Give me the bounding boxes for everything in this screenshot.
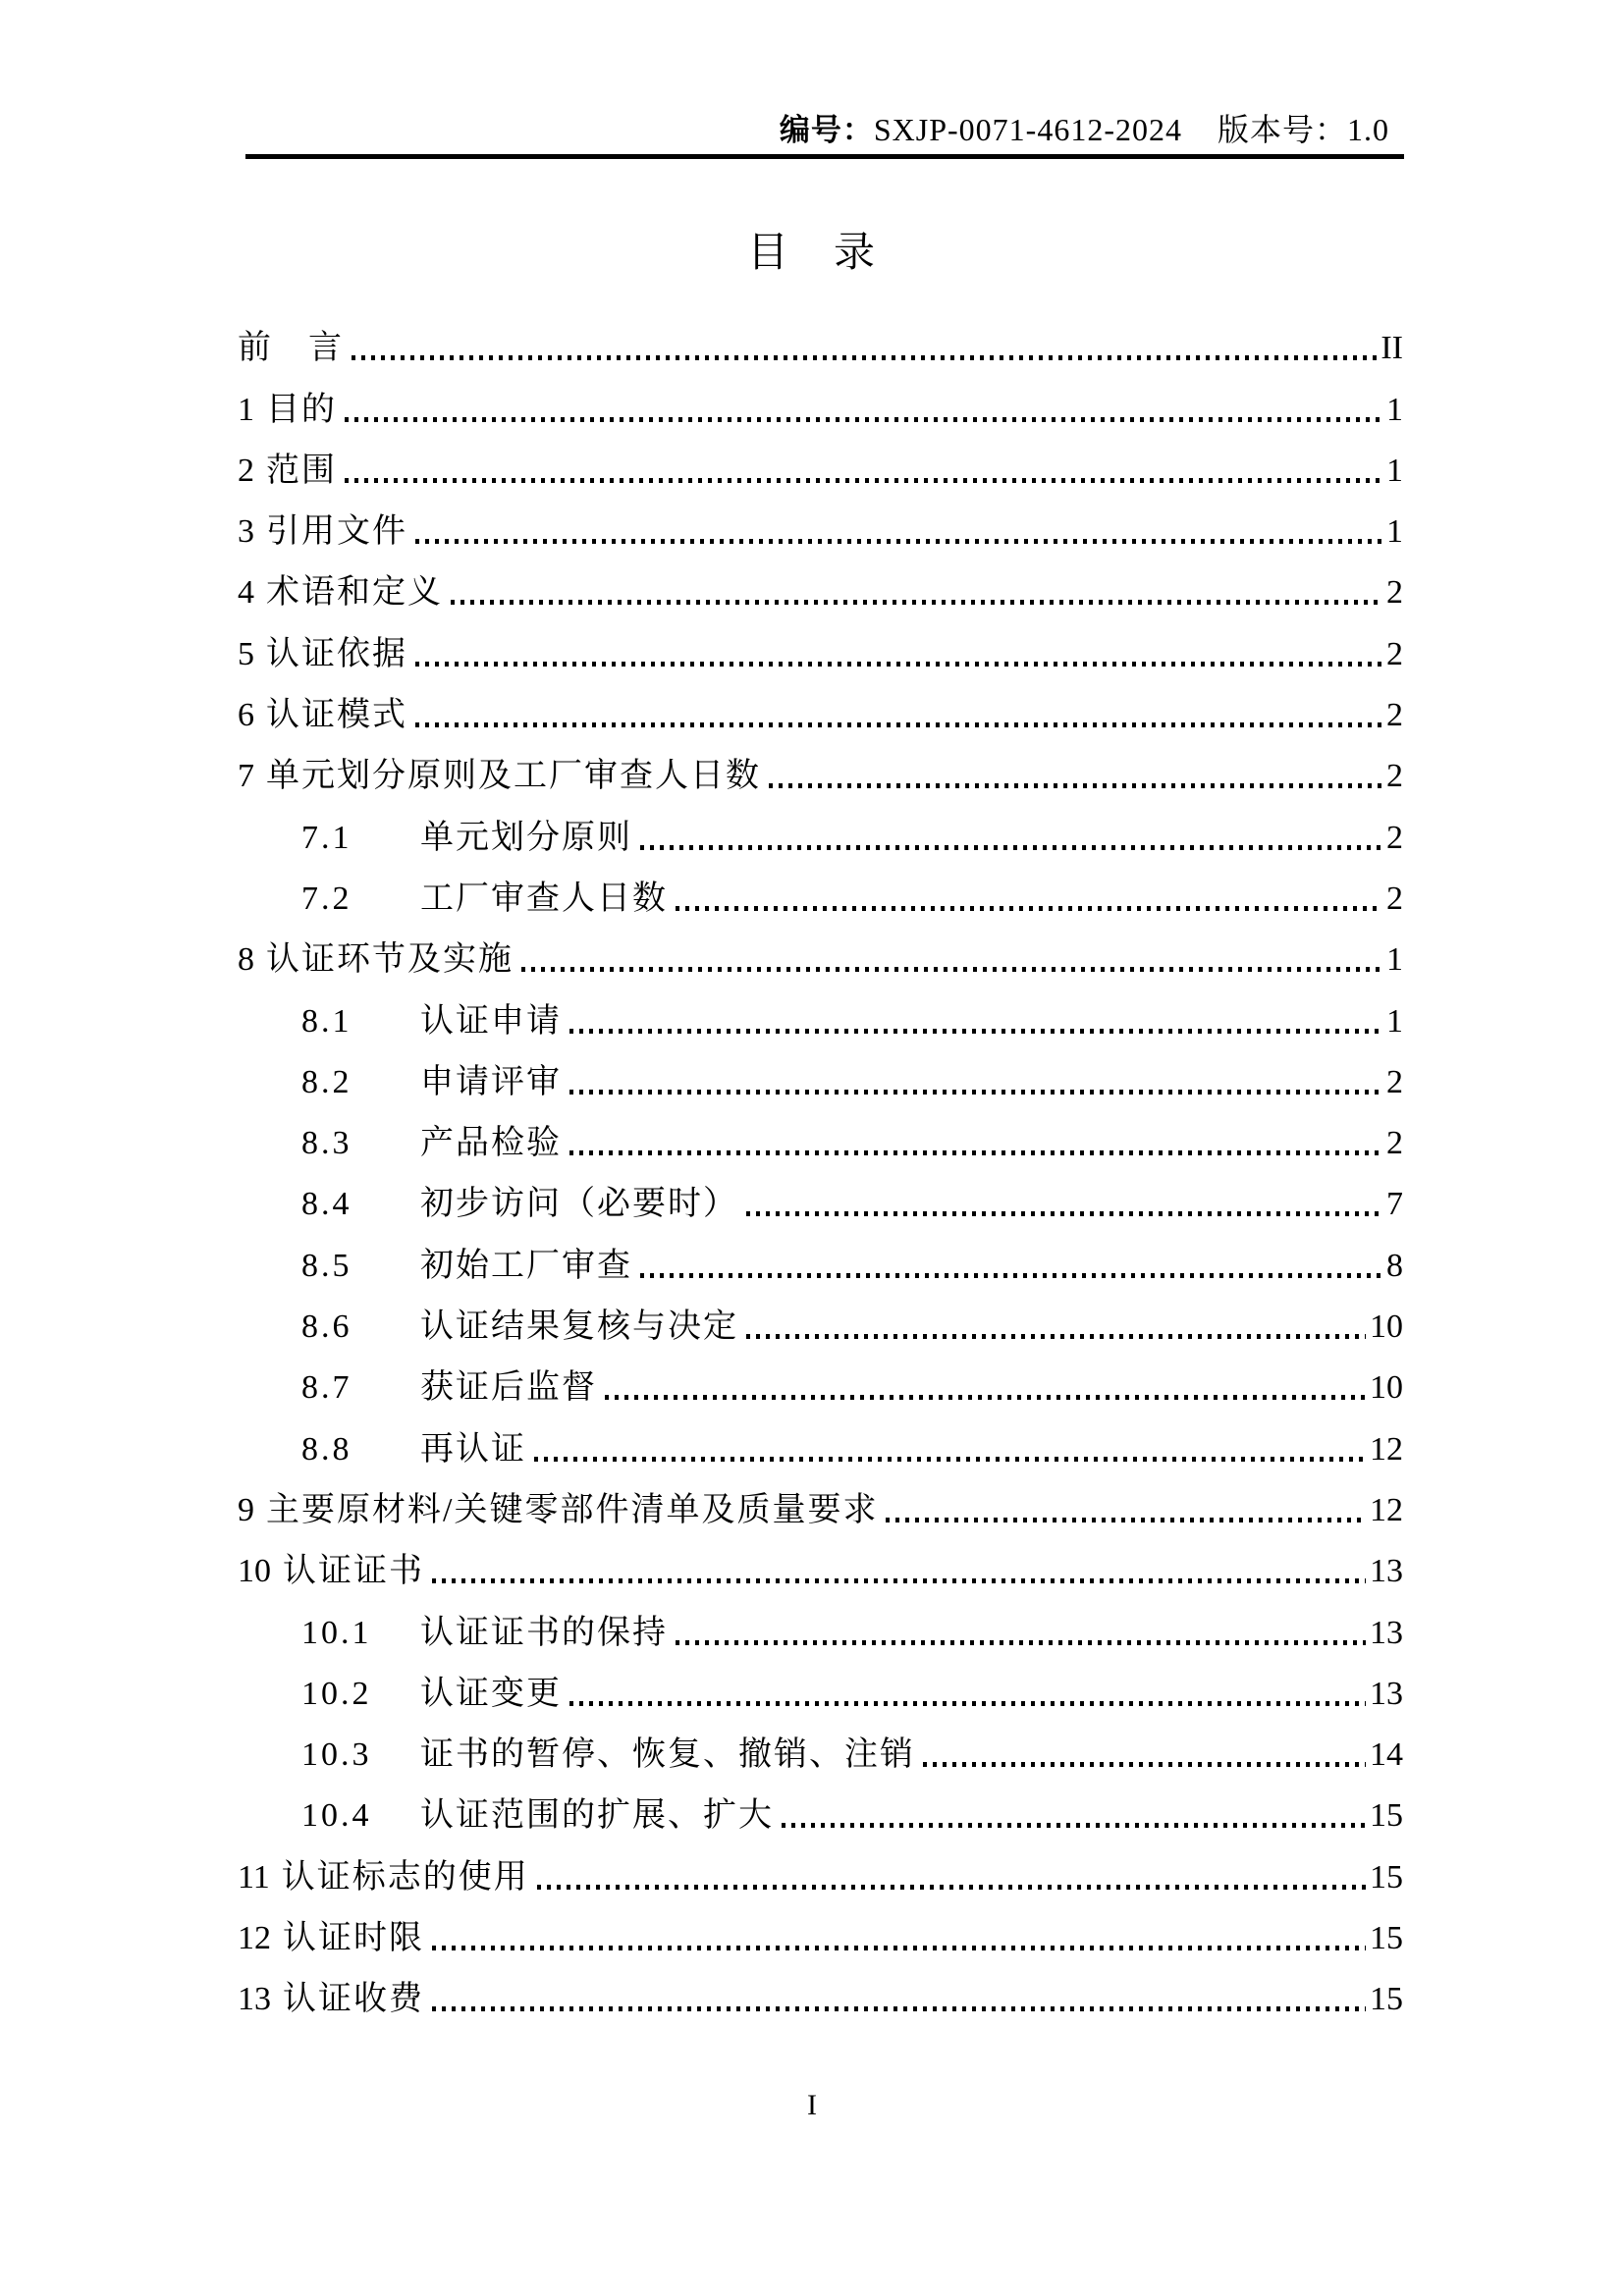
toc-entry bbox=[238, 1295, 1403, 1356]
footer-page-number: I bbox=[807, 2089, 817, 2121]
toc-leader-dots bbox=[569, 1150, 1382, 1155]
toc-entry-title: 主要原材料/关键零部件清单及质量要求 bbox=[266, 1491, 879, 1528]
toc-entry-number: 10 bbox=[238, 1553, 271, 1590]
toc-page-number: 2 bbox=[1386, 635, 1403, 672]
toc-entry-number: 10.1 bbox=[301, 1614, 372, 1651]
toc-page-number: 2 bbox=[1386, 819, 1403, 856]
toc-leader-dots bbox=[537, 1885, 1366, 1890]
toc-leader-dots bbox=[569, 1029, 1382, 1034]
toc-entry-number: 8.2 bbox=[301, 1063, 352, 1100]
toc-entry bbox=[238, 744, 1403, 805]
toc-entry-number: 8.6 bbox=[301, 1308, 352, 1346]
toc-entry-title: 前 言 bbox=[238, 330, 344, 367]
toc-entry bbox=[238, 1784, 1403, 1844]
toc-entry bbox=[238, 1539, 1403, 1600]
toc-page-number: 2 bbox=[1386, 880, 1403, 917]
toc-entry-number: 7.1 bbox=[301, 819, 352, 856]
toc-leader-dots bbox=[746, 1334, 1366, 1339]
toc-entry-title: 认证模式 bbox=[266, 697, 407, 734]
toc-entry-number: 8.5 bbox=[301, 1247, 352, 1284]
toc-entry-number: 3 bbox=[238, 513, 254, 551]
toc-entry-number: 2 bbox=[238, 452, 254, 489]
toc-leader-dots bbox=[676, 1640, 1366, 1645]
toc-page-number: 2 bbox=[1386, 758, 1403, 795]
toc-leader-dots bbox=[432, 1946, 1366, 1950]
toc-entry-number: 8.7 bbox=[301, 1369, 352, 1407]
toc-entry-title: 工厂审查人日数 bbox=[420, 880, 668, 917]
toc-entry bbox=[238, 1416, 1403, 1477]
toc-entry bbox=[238, 1233, 1403, 1294]
toc-entry-number: 11 bbox=[238, 1858, 270, 1896]
toc-entry-title: 初步访问（必要时） bbox=[420, 1186, 738, 1223]
toc-page-number: 13 bbox=[1370, 1675, 1403, 1712]
document-title: 目 录 bbox=[746, 231, 877, 276]
version-label: 版本号： bbox=[1217, 112, 1347, 147]
toc-entry bbox=[238, 621, 1403, 682]
toc-page-number: 12 bbox=[1370, 1491, 1403, 1528]
toc-entry-number: 5 bbox=[238, 635, 254, 672]
toc-entry bbox=[238, 439, 1403, 500]
toc-page-number: 1 bbox=[1386, 1002, 1403, 1040]
toc-leader-dots bbox=[415, 662, 1382, 667]
toc-entry-title: 术语和定义 bbox=[266, 574, 443, 612]
toc-entry-number: 9 bbox=[238, 1491, 254, 1528]
toc-entry-title: 产品检验 bbox=[420, 1125, 562, 1162]
toc-page-number: 12 bbox=[1370, 1430, 1403, 1468]
toc-page-number: 8 bbox=[1386, 1247, 1403, 1284]
toc-entry-title: 申请评审 bbox=[420, 1063, 562, 1100]
toc-page-number: 15 bbox=[1370, 1981, 1403, 2018]
toc-entry-title: 认证范围的扩展、扩大 bbox=[420, 1797, 774, 1835]
toc-leader-dots bbox=[640, 1273, 1382, 1278]
toc-entry-number: 8.1 bbox=[301, 1002, 352, 1040]
toc-entry-title: 单元划分原则及工厂审查人日数 bbox=[266, 758, 761, 795]
toc-entry-number: 13 bbox=[238, 1981, 271, 2018]
toc-entry-title: 引用文件 bbox=[266, 513, 407, 551]
toc-entry bbox=[238, 500, 1403, 561]
toc-entry bbox=[238, 377, 1403, 438]
toc-entry bbox=[238, 988, 1403, 1049]
toc-entry bbox=[238, 805, 1403, 866]
toc-entry bbox=[238, 1172, 1403, 1233]
toc-leader-dots bbox=[432, 1578, 1366, 1583]
toc-leader-dots bbox=[569, 1701, 1366, 1706]
toc-entry bbox=[238, 316, 1403, 377]
toc-entry-number: 7 bbox=[238, 758, 254, 795]
toc-leader-dots bbox=[415, 722, 1382, 727]
toc-leader-dots bbox=[640, 845, 1382, 850]
toc-page-number: 1 bbox=[1386, 391, 1403, 428]
toc-leader-dots bbox=[451, 600, 1382, 605]
toc-entry bbox=[238, 1662, 1403, 1723]
toc-entry-title: 认证申请 bbox=[420, 1002, 562, 1040]
toc-page-number: II bbox=[1380, 330, 1403, 367]
toc-leader-dots bbox=[534, 1457, 1366, 1462]
toc-entry-number: 8.4 bbox=[301, 1186, 352, 1223]
toc-entry-number: 8.8 bbox=[301, 1430, 352, 1468]
toc-entry-number: 12 bbox=[238, 1920, 271, 1957]
toc-entry-title: 认证标志的使用 bbox=[281, 1858, 529, 1896]
toc-entry-title: 目的 bbox=[266, 391, 337, 428]
toc-entry bbox=[238, 1600, 1403, 1661]
toc-leader-dots bbox=[782, 1823, 1366, 1828]
toc-leader-dots bbox=[886, 1518, 1366, 1522]
toc-page-number: 14 bbox=[1370, 1736, 1403, 1774]
toc-entry-title: 单元划分原则 bbox=[420, 819, 632, 856]
toc-entry-title: 认证结果复核与决定 bbox=[420, 1308, 738, 1346]
toc-entry-number: 8.3 bbox=[301, 1125, 352, 1162]
toc-page-number: 1 bbox=[1386, 941, 1403, 979]
toc-entry bbox=[238, 1356, 1403, 1416]
toc-leader-dots bbox=[746, 1211, 1382, 1216]
toc-list bbox=[238, 316, 1403, 2028]
toc-entry bbox=[238, 1111, 1403, 1172]
toc-page-number: 15 bbox=[1370, 1858, 1403, 1896]
toc-leader-dots bbox=[432, 2006, 1366, 2011]
doc-number-value: SXJP-0071-4612-2024 bbox=[873, 112, 1182, 147]
header-rule bbox=[245, 154, 1404, 159]
toc-entry bbox=[238, 1967, 1403, 2028]
toc-entry bbox=[238, 1723, 1403, 1784]
toc-entry-title: 认证证书 bbox=[283, 1553, 424, 1590]
version-value: 1.0 bbox=[1347, 112, 1389, 147]
toc-leader-dots bbox=[352, 355, 1377, 360]
toc-entry-title: 初始工厂审查 bbox=[420, 1247, 632, 1284]
toc-entry-number: 4 bbox=[238, 574, 254, 612]
toc-entry-number: 6 bbox=[238, 697, 254, 734]
toc-entry-title: 认证依据 bbox=[266, 635, 407, 672]
toc-page-number: 10 bbox=[1370, 1308, 1403, 1346]
toc-entry bbox=[238, 561, 1403, 621]
doc-number-label: 编号： bbox=[779, 113, 874, 147]
toc-leader-dots bbox=[923, 1762, 1366, 1767]
toc-entry bbox=[238, 867, 1403, 928]
toc-entry-title: 认证收费 bbox=[283, 1981, 424, 2018]
toc-entry-title: 认证证书的保持 bbox=[420, 1614, 668, 1651]
toc-page-number: 15 bbox=[1370, 1797, 1403, 1835]
toc-entry-title: 再认证 bbox=[420, 1430, 526, 1468]
toc-entry-title: 认证环节及实施 bbox=[266, 941, 514, 979]
toc-entry bbox=[238, 1478, 1403, 1539]
toc-entry-title: 获证后监督 bbox=[420, 1369, 597, 1407]
toc-entry-number: 7.2 bbox=[301, 880, 352, 917]
toc-leader-dots bbox=[569, 1090, 1382, 1095]
toc-entry bbox=[238, 1844, 1403, 1905]
toc-leader-dots bbox=[345, 417, 1382, 422]
toc-entry-title: 证书的暂停、恢复、撤销、注销 bbox=[420, 1736, 915, 1774]
toc-entry-number: 10.4 bbox=[301, 1797, 372, 1835]
toc-leader-dots bbox=[415, 539, 1382, 544]
toc-entry bbox=[238, 1050, 1403, 1111]
toc-entry bbox=[238, 928, 1403, 988]
toc-leader-dots bbox=[521, 967, 1382, 972]
toc-leader-dots bbox=[769, 783, 1382, 788]
toc-entry-title: 范围 bbox=[266, 452, 337, 489]
toc-entry-title: 认证变更 bbox=[420, 1675, 562, 1712]
toc-entry bbox=[238, 1906, 1403, 1967]
toc-entry-number: 1 bbox=[238, 391, 254, 428]
toc-leader-dots bbox=[345, 478, 1382, 483]
toc-page-number: 1 bbox=[1386, 513, 1403, 551]
page-header bbox=[238, 110, 1403, 150]
toc-page-number: 2 bbox=[1386, 1125, 1403, 1162]
toc-entry-number: 10.3 bbox=[301, 1736, 372, 1774]
toc-page-number: 7 bbox=[1386, 1186, 1403, 1223]
toc-page-number: 2 bbox=[1386, 574, 1403, 612]
toc-entry-title: 认证时限 bbox=[283, 1920, 424, 1957]
toc-entry bbox=[238, 683, 1403, 744]
toc-entry-number: 8 bbox=[238, 941, 254, 979]
toc-page-number: 2 bbox=[1386, 697, 1403, 734]
toc-page-number: 13 bbox=[1370, 1614, 1403, 1651]
toc-page-number: 13 bbox=[1370, 1553, 1403, 1590]
toc-page-number: 10 bbox=[1370, 1369, 1403, 1407]
toc-page-number: 15 bbox=[1370, 1920, 1403, 1957]
page-footer bbox=[0, 2089, 1624, 2122]
toc-leader-dots bbox=[676, 906, 1382, 911]
toc-page-number: 1 bbox=[1386, 452, 1403, 489]
toc-page-number: 2 bbox=[1386, 1063, 1403, 1100]
toc-entry-number: 10.2 bbox=[301, 1675, 372, 1712]
toc-leader-dots bbox=[605, 1395, 1366, 1400]
